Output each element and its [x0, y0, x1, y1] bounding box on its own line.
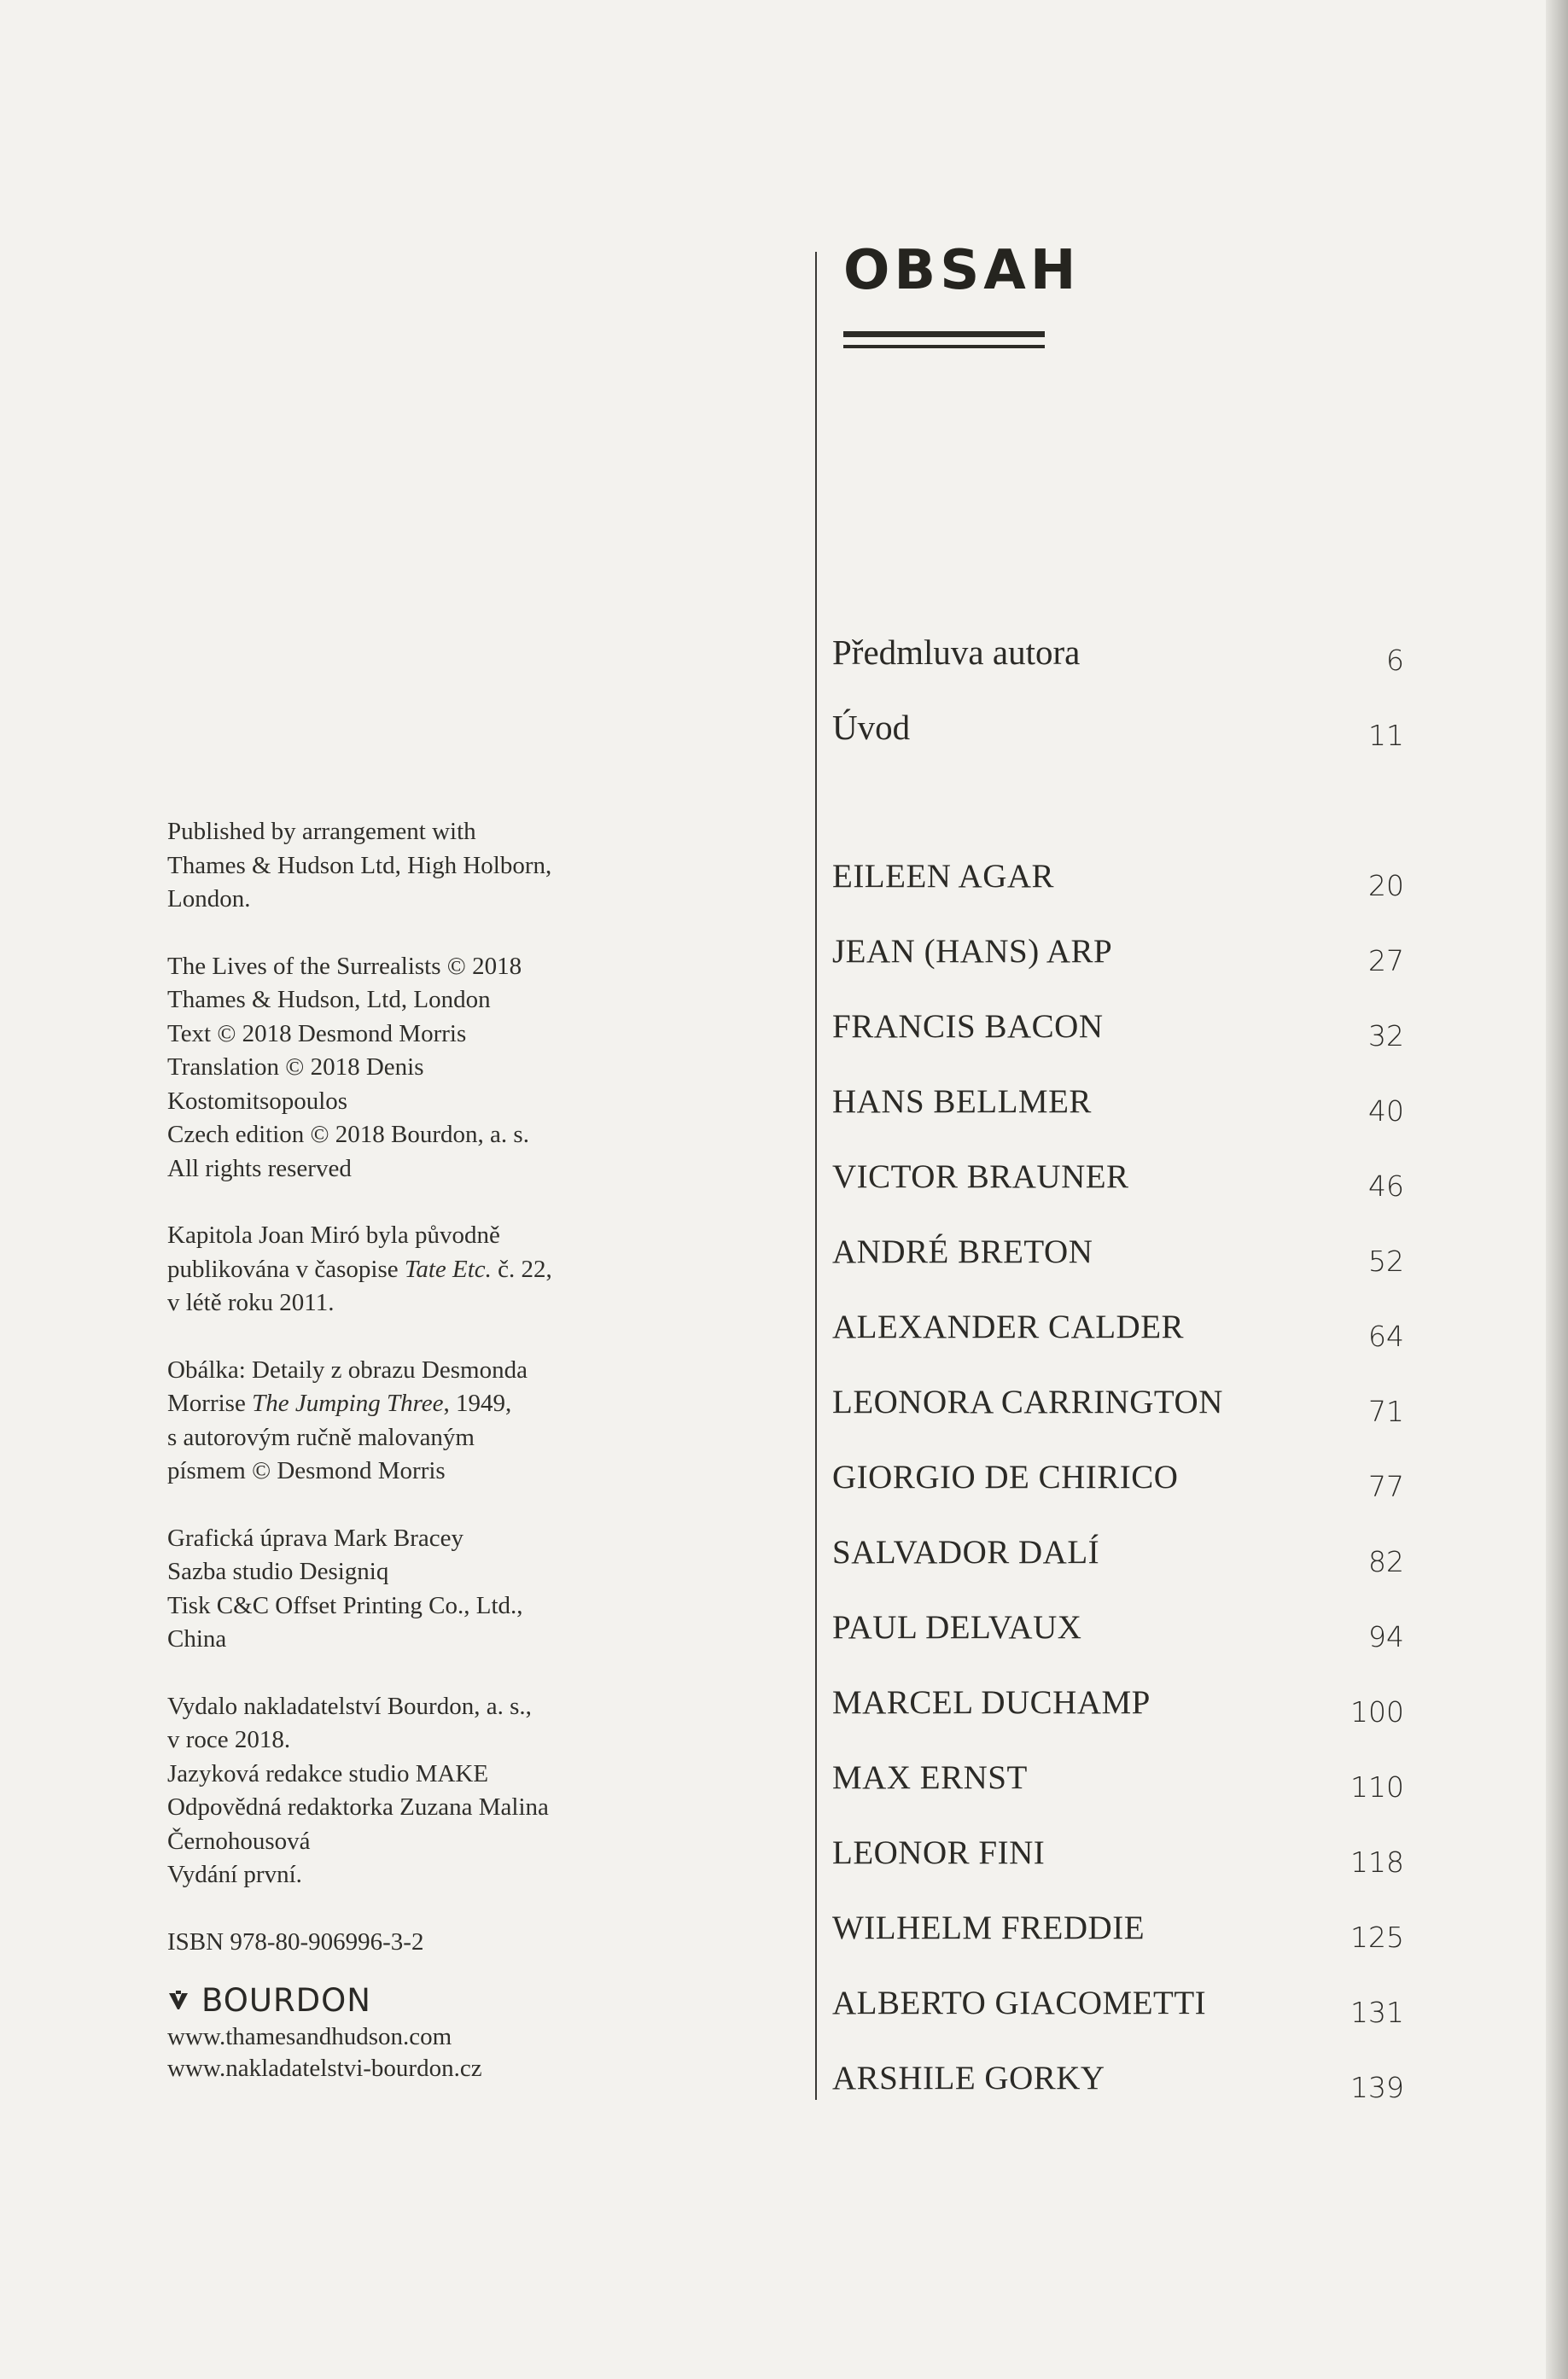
toc-item	[832, 1458, 1404, 1533]
toc-item-page: 77	[1368, 1470, 1404, 1503]
toc-spacer	[832, 782, 1404, 857]
page-edge	[1546, 0, 1568, 2379]
toc-item-page: 46	[1368, 1169, 1404, 1203]
isbn	[167, 1926, 782, 1960]
published-note	[167, 815, 782, 917]
toc-item-label: Předmluva autora	[832, 633, 1081, 672]
toc-item-page: 32	[1368, 1019, 1404, 1052]
toc-item-page: 110	[1350, 1770, 1404, 1804]
colophon-line: London.	[167, 885, 251, 913]
toc-item-label: ARSHILE GORKY	[832, 2060, 1105, 2096]
toc-item-label: VICTOR BRAUNER	[832, 1158, 1129, 1195]
toc-item	[832, 2059, 1404, 2134]
colophon-line: Vydání první.	[167, 1861, 302, 1888]
toc-item-label: GIORGIO DE CHIRICO	[832, 1459, 1179, 1496]
copyright-note	[167, 950, 782, 1187]
toc-item-label: MARCEL DUCHAMP	[832, 1684, 1151, 1721]
toc-item-page: 52	[1368, 1245, 1404, 1278]
text-fragment: č. 22,	[491, 1255, 552, 1283]
cover-note	[167, 1354, 782, 1489]
colophon-line: s autorovým ručně malovaným	[167, 1423, 475, 1451]
colophon-line: Černohousová	[167, 1827, 311, 1855]
isbn-text: ISBN 978-80-906996-3-2	[167, 1927, 424, 1956]
toc-item-page: 27	[1368, 944, 1404, 977]
colophon-line: v létě roku 2011.	[167, 1289, 335, 1316]
toc-item	[832, 1608, 1404, 1683]
toc-item	[832, 1909, 1404, 1984]
toc-item-label: HANS BELLMER	[832, 1083, 1092, 1120]
url-bourdon: www.nakladatelstvi-bourdon.cz	[167, 2054, 482, 2082]
toc-item-label: PAUL DELVAUX	[832, 1609, 1082, 1646]
toc-item	[832, 632, 1404, 707]
miro-note	[167, 1219, 782, 1321]
colophon-line: Translation © 2018 Denis	[167, 1053, 424, 1081]
colophon	[167, 815, 782, 2085]
toc-item-page: 94	[1368, 1620, 1404, 1653]
toc-item-page: 82	[1368, 1545, 1404, 1578]
toc-item-label: FRANCIS BACON	[832, 1008, 1104, 1045]
toc-item-label: Úvod	[832, 708, 911, 747]
magazine-title: Tate Etc.	[404, 1255, 492, 1283]
toc-item-label: SALVADOR DALÍ	[832, 1534, 1100, 1571]
column-divider	[815, 252, 817, 2100]
toc-item	[832, 1082, 1404, 1157]
colophon-line: Tisk C&C Offset Printing Co., Ltd.,	[167, 1591, 523, 1619]
toc-item-page: 64	[1368, 1320, 1404, 1353]
colophon-line: Vydalo nakladatelství Bourdon, a. s.,	[167, 1692, 532, 1720]
logo-text: BOURDON	[201, 1982, 371, 2019]
toc-item-page: 100	[1350, 1695, 1404, 1729]
toc-item-label: MAX ERNST	[832, 1759, 1028, 1796]
url-thames: www.thamesandhudson.com	[167, 2022, 452, 2050]
toc-item-label: ALBERTO GIACOMETTI	[832, 1985, 1207, 2021]
toc-item	[832, 1007, 1404, 1082]
toc-item-label: ANDRÉ BRETON	[832, 1233, 1093, 1270]
colophon-line: China	[167, 1625, 227, 1653]
publisher-note	[167, 1690, 782, 1892]
toc-item-page: 131	[1350, 1996, 1404, 2029]
text-fragment: Morrise	[167, 1390, 253, 1417]
bourdon-logo-icon	[167, 1990, 189, 2012]
colophon-line	[167, 1253, 782, 1287]
toc-item	[832, 857, 1404, 932]
painting-title: The Jumping Three	[252, 1390, 444, 1417]
toc-item-page: 6	[1386, 644, 1404, 677]
colophon-line: Czech edition © 2018 Bourdon, a. s.	[167, 1121, 529, 1148]
toc-item-label: ALEXANDER CALDER	[832, 1309, 1185, 1345]
colophon-line: v roce 2018.	[167, 1726, 291, 1753]
colophon-line: písmem © Desmond Morris	[167, 1457, 446, 1484]
toc-item-page: 40	[1368, 1094, 1404, 1128]
toc-item	[832, 1984, 1404, 2059]
toc-item	[832, 1683, 1404, 1758]
colophon-line: The Lives of the Surrealists © 2018	[167, 952, 522, 980]
toc-heading: OBSAH	[843, 239, 1081, 302]
toc-item-label: WILHELM FREDDIE	[832, 1910, 1145, 1946]
toc-item	[832, 1758, 1404, 1834]
colophon-line: All rights reserved	[167, 1154, 352, 1182]
design-note	[167, 1522, 782, 1657]
table-of-contents	[832, 632, 1404, 2134]
toc-item	[832, 1157, 1404, 1233]
toc-item	[832, 1308, 1404, 1383]
colophon-line	[167, 1387, 782, 1421]
toc-item-page: 71	[1368, 1395, 1404, 1428]
toc-item-label: EILEEN AGAR	[832, 858, 1055, 895]
toc-item-label: JEAN (HANS) ARP	[832, 933, 1113, 970]
colophon-line: Obálka: Detaily z obrazu Desmonda	[167, 1356, 528, 1384]
colophon-line: Sazba studio Designiq	[167, 1558, 389, 1585]
toc-item-page: 11	[1368, 719, 1404, 752]
colophon-line: Kostomitsopoulos	[167, 1087, 348, 1115]
colophon-line: Thames & Hudson, Ltd, London	[167, 986, 491, 1013]
colophon-line: Grafická úprava Mark Bracey	[167, 1524, 464, 1552]
toc-item-page: 118	[1350, 1845, 1404, 1879]
toc-item-page: 20	[1368, 869, 1404, 902]
toc-item-page: 125	[1350, 1921, 1404, 1954]
toc-item	[832, 1834, 1404, 1909]
text-fragment: publikována v časopise	[167, 1255, 405, 1283]
colophon-line: Published by arrangement with	[167, 818, 476, 845]
colophon-line: Odpovědná redaktorka Zuzana Malina	[167, 1793, 549, 1821]
toc-item	[832, 1233, 1404, 1308]
heading-rule	[843, 331, 1045, 348]
toc-item	[832, 1533, 1404, 1608]
toc-item-label: LEONOR FINI	[832, 1834, 1046, 1871]
colophon-line: Kapitola Joan Miró byla původně	[167, 1222, 500, 1249]
toc-item	[832, 1383, 1404, 1458]
colophon-line: Thames & Hudson Ltd, High Holborn,	[167, 851, 552, 879]
toc-item-page: 139	[1350, 2071, 1404, 2104]
colophon-line: Jazyková redakce studio MAKE	[167, 1759, 489, 1787]
colophon-line: Text © 2018 Desmond Morris	[167, 1019, 467, 1047]
toc-item	[832, 707, 1404, 782]
toc-item-label: LEONORA CARRINGTON	[832, 1384, 1223, 1420]
toc-item	[832, 932, 1404, 1007]
publisher-logo	[167, 1984, 782, 2018]
text-fragment: , 1949,	[443, 1390, 512, 1417]
